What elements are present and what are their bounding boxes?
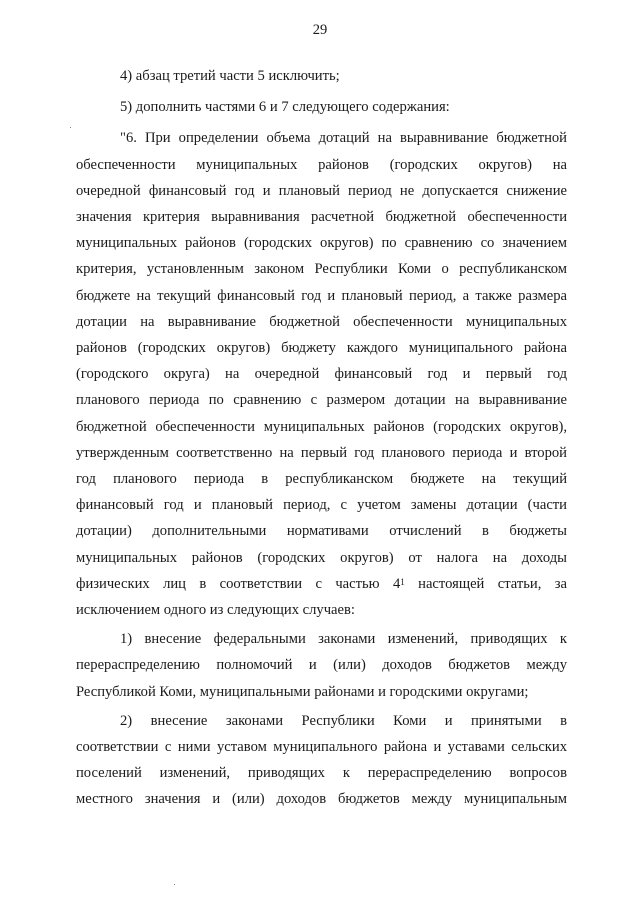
paragraph-line: 1) внесение федеральными законами изменений, приводящих к [120,631,567,648]
paragraph-line: год планового периода в республиканском бюджете на текущий [76,471,567,488]
paragraph-line: утвержденным соответственно на первый год планового периода и второй [76,444,567,461]
superscript-marker: 1 [400,576,405,587]
paragraph-line: муниципальных районов (городских округов) по сравнению со значением [76,235,567,252]
item-4-paragraph: 4) абзац третий части 5 исключить; [120,68,340,84]
paragraph-line: обеспеченности муниципальных районов (городских округов) на [76,156,567,173]
paragraph-line: бюджете на текущий финансовый год и плановый период, а также размера [76,287,567,304]
paragraph-line: муниципальных районов (городских округов) от налога на доходы [76,549,567,566]
paragraph-line: "6. При определении объема дотаций на выравнивание бюджетной [120,130,567,147]
part-6-paragraph [76,125,567,623]
paragraph-line: бюджетной обеспеченности муниципальных районов (городских округов), [76,418,567,435]
scan-speck [70,127,71,128]
paragraph-line: финансовый год и плановый период, с учетом замены дотации (части [76,497,567,514]
case-1-paragraph [76,626,567,705]
paragraph-line-with-superscript [76,571,567,597]
line-text: физических лиц в соответствии с частью 4 [76,575,401,592]
line-text: настоящей статьи, за [404,575,567,592]
paragraph-line: исключением одного из следующих случаев: [76,602,355,619]
document-body [76,63,567,813]
item-5-paragraph: 5) дополнить частями 6 и 7 следующего содержания: [120,99,450,116]
paragraph-line: Республикой Коми, муниципальными районами и городскими округами; [76,683,529,700]
case-2-paragraph [76,708,567,813]
scan-speck [174,884,175,885]
paragraph-line: дотации) дополнительными нормативами отчислений в бюджеты [76,523,567,540]
paragraph-line: местного значения и (или) доходов бюджетов между муниципальным [76,791,567,808]
paragraph-line: соответствии с ними уставом муниципального района и уставами сельских [76,739,567,756]
paragraph-line: (городского округа) на очередной финансовый год и первый год [76,366,567,383]
paragraph-line: планового периода по сравнению с размером дотации на выравнивание [76,392,567,409]
paragraph-line: значения критерия выравнивания расчетной бюджетной обеспеченности [76,209,567,226]
paragraph-line: районов (городских округов) бюджету каждого муниципального района [76,340,567,357]
paragraph-line: 2) внесение законами Республики Коми и принятыми в [120,712,567,729]
paragraph-line: поселений изменений, приводящих к перераспределению вопросов [76,765,567,782]
paragraph-line: критерия, установленным законом Республики Коми о республиканском [76,261,567,278]
paragraph-line: дотации на выравнивание бюджетной обеспеченности муниципальных [76,313,567,330]
page-number: 29 [312,22,328,38]
paragraph-line: перераспределению полномочий и (или) доходов бюджетов между [76,657,567,674]
paragraph-line: очередной финансовый год и плановый период не допускается снижение [76,182,567,199]
